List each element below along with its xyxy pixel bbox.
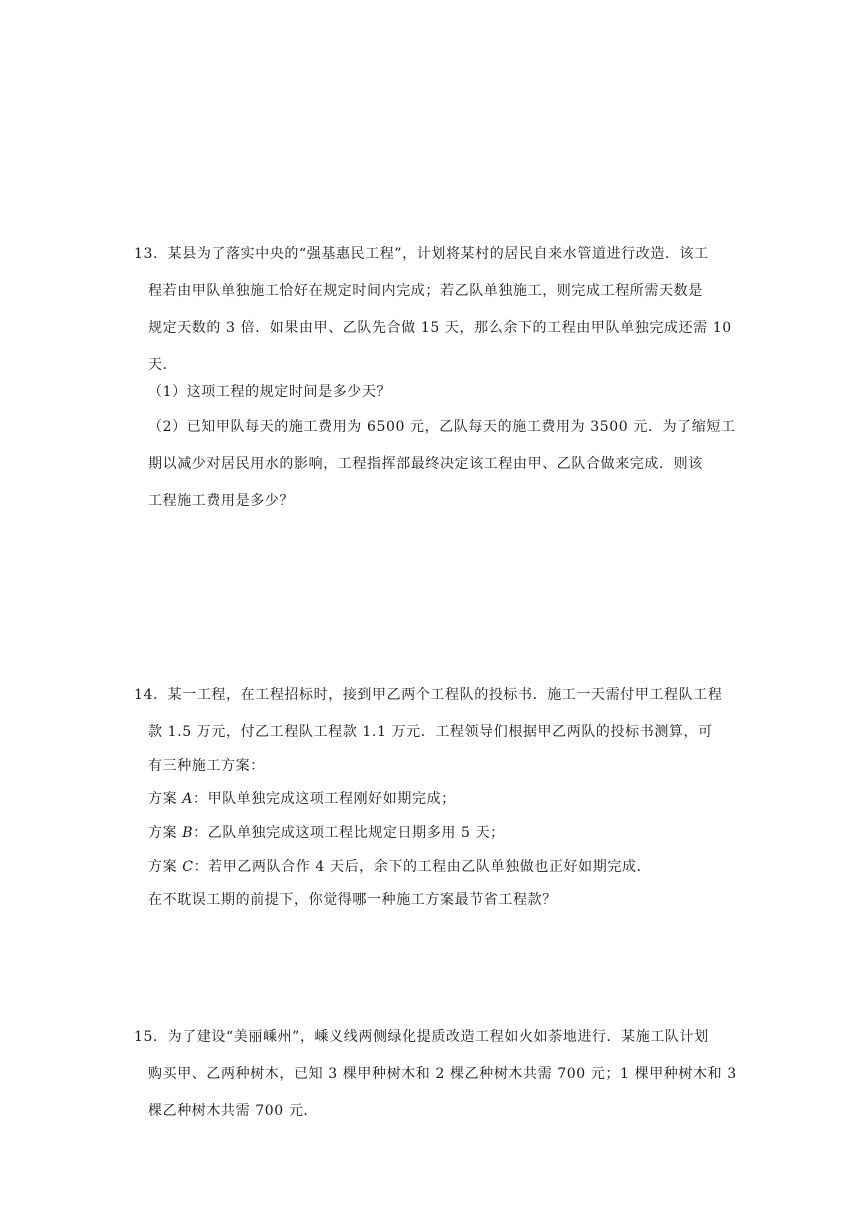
problem-15-number: 15． (134, 1029, 168, 1045)
problem-13-line-3: 规定天数的 3 倍．如果由甲、乙队先合做 15 天，那么余下的工程由甲队单独完成还需 10 (148, 320, 732, 336)
problem-13-text-1: 某县为了落实中央的“强基惠民工程”，计划将某村的居民自来水管道进行改造．该工 (167, 246, 709, 262)
plan-c-letter: C (182, 859, 194, 875)
problem-13-line-4: 天． (148, 357, 178, 373)
plan-a-prefix: 方案 (148, 791, 183, 807)
problem-13-sub-2-cont-2: 工程施工费用是多少？ (148, 493, 294, 509)
problem-14-text-1: 某一工程，在工程招标时，接到甲乙两个工程队的投标书．施工一天需付甲工程队工程 (167, 687, 723, 703)
problem-15-line-3: 棵乙种树木共需 700 元． (148, 1103, 319, 1119)
problem-14-question: 在不耽误工期的前提下，你觉得哪一种施工方案最节省工程款？ (148, 892, 557, 908)
plan-c (148, 857, 651, 877)
problem-13-sub-1: （1）这项工程的规定时间是多少天？ (148, 384, 392, 400)
plan-a (148, 789, 456, 809)
problem-14-line-2: 款 1.5 万元，付乙工程队工程款 1.1 万元．工程领导们根据甲乙两队的投标书测算，可 (148, 724, 713, 740)
problem-15-line-2: 购买甲、乙两种树木，已知 3 棵甲种树木和 2 棵乙种树木共需 700 元；1 棵甲种树木和 3 (148, 1066, 737, 1082)
plan-c-text: ：若甲乙两队合作 4 天后，余下的工程由乙队单独做也正好如期完成． (193, 859, 652, 875)
plan-a-letter: A (182, 791, 193, 807)
problem-15-line-1 (134, 1027, 709, 1047)
problem-13-number: 13． (134, 246, 168, 262)
problem-15-text-1: 为了建设“美丽嵊州”，嵊义线两侧绿化提质改造工程如火如荼地进行．某施工队计划 (167, 1029, 709, 1045)
plan-a-text: ：甲队单独完成这项工程刚好如期完成； (192, 791, 456, 807)
plan-b (148, 823, 505, 843)
plan-b-prefix: 方案 (148, 825, 183, 841)
problem-13-line-2: 程若由甲队单独施工恰好在规定时间内完成；若乙队单独施工，则完成工程所需天数是 (148, 283, 703, 299)
problem-13-line-1 (134, 244, 709, 264)
problem-14-line-3: 有三种施工方案： (148, 758, 265, 774)
problem-14-line-1 (134, 685, 722, 705)
problem-13-sub-2: （2）已知甲队每天的施工费用为 6500 元，乙队每天的施工费用为 3500 元．为了缩短工 (148, 419, 736, 435)
plan-b-letter: B (182, 825, 194, 841)
problem-14-number: 14． (134, 687, 168, 703)
problem-13-sub-2-cont-1: 期以减少对居民用水的影响，工程指挥部最终决定该工程由甲、乙队合做来完成．则该 (148, 456, 703, 472)
plan-c-prefix: 方案 (148, 859, 183, 875)
plan-b-text: ：乙队单独完成这项工程比规定日期多用 5 天； (193, 825, 505, 841)
